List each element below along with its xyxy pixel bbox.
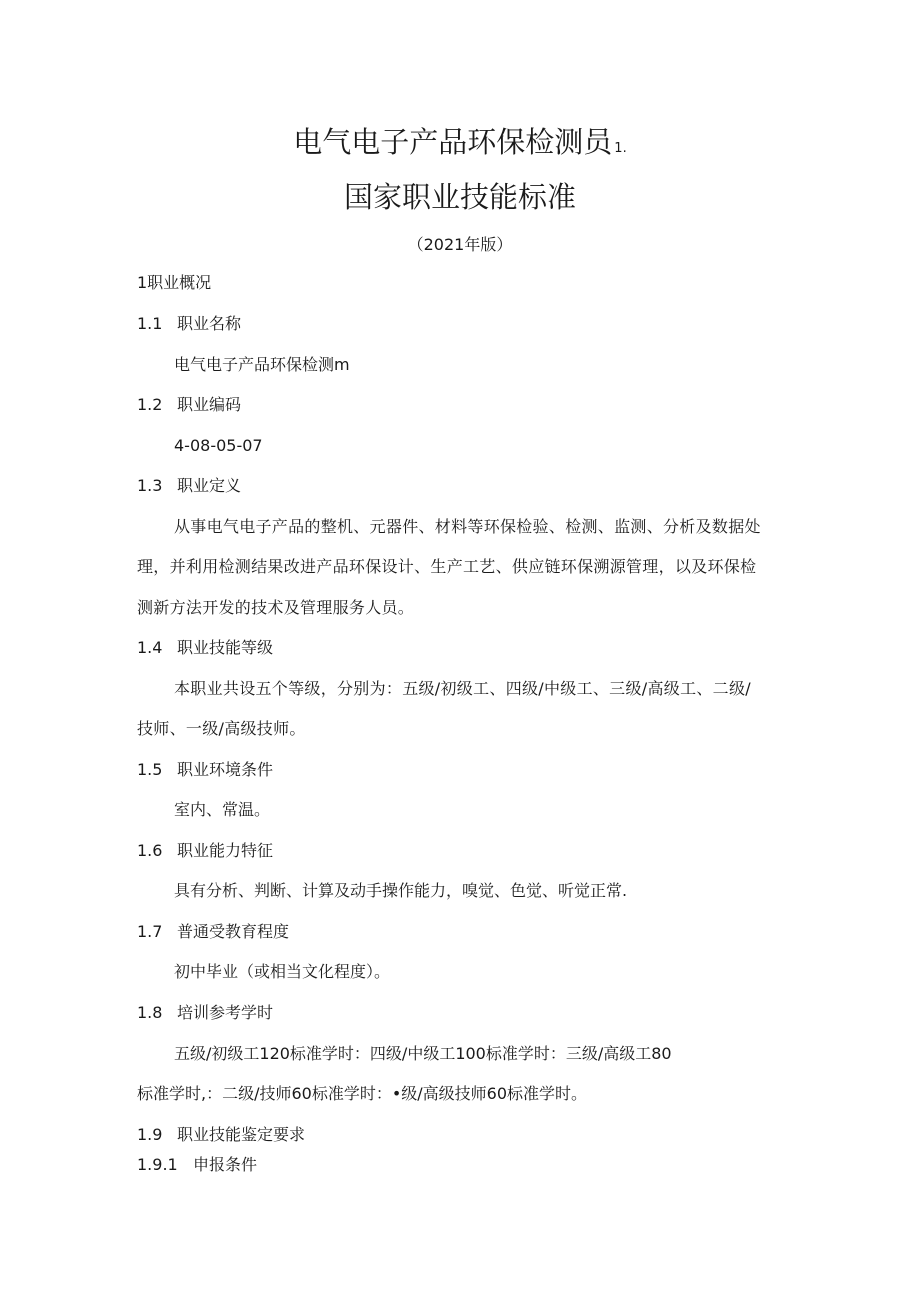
- item-label: 职业名称: [177, 314, 242, 333]
- item-heading-1-8: [137, 1003, 273, 1023]
- item-body-line: 4-08-05-07: [174, 436, 263, 455]
- item-heading-1-3: [137, 476, 241, 496]
- item-number: 1.2: [137, 395, 163, 414]
- title-main: 电气电子产品环保检测员: [293, 125, 613, 159]
- item-number: 1.3: [137, 476, 163, 495]
- item-label: 职业环境条件: [177, 760, 274, 779]
- edition-label: （2021年版）: [407, 235, 513, 254]
- document-title: [0, 120, 920, 161]
- item-label: 培训参考学时: [177, 1003, 274, 1022]
- item-heading-1-9: [137, 1125, 305, 1145]
- item-heading-1-6: [137, 841, 273, 861]
- item-body-line: 电气电子产品环保检测m: [174, 355, 350, 374]
- subitem-number: 1.9.1: [137, 1155, 178, 1174]
- item-body-line: 本职业共设五个等级，分别为：五级/初级工、四级/中级工、三级/高级工、二级/: [174, 679, 751, 698]
- item-body-line: 理，并利用检测结果改进产品环保设计、生产工艺、供应链环保溯源管理，以及环保检: [137, 557, 757, 576]
- item-heading-1-7: [137, 922, 289, 942]
- item-label: 普通受教育程度: [177, 922, 290, 941]
- item-body-line: 技师、一级/高级技师。: [137, 719, 306, 738]
- title-superscript: 1.: [614, 141, 627, 156]
- item-label: 职业定义: [177, 476, 242, 495]
- item-label: 职业能力特征: [177, 841, 274, 860]
- item-number: 1.8: [137, 1003, 163, 1022]
- item-body-line: 具有分析、判断、计算及动手操作能力，嗅觉、色觉、听觉正常.: [174, 881, 628, 900]
- item-label: 职业技能鉴定要求: [177, 1125, 306, 1144]
- document-subtitle: 国家职业技能标准: [343, 180, 576, 214]
- item-number: 1.7: [137, 922, 163, 941]
- subitem-heading-1-9-1: [137, 1155, 257, 1175]
- item-body-line: 室内、常温。: [174, 800, 271, 819]
- item-body-line: 五级/初级工120标准学时：四级/中级工100标准学时：三级/高级工80: [174, 1044, 672, 1063]
- subitem-label: 申报条件: [193, 1155, 258, 1174]
- item-heading-1-5: [137, 760, 273, 780]
- item-number: 1.9: [137, 1125, 163, 1144]
- item-body-line: 标准学时,：二级/技师60标准学时：•级/高级技师60标准学时。: [137, 1084, 588, 1103]
- item-body-line: 初中毕业（或相当文化程度）。: [174, 962, 391, 981]
- item-label: 职业技能等级: [177, 638, 274, 657]
- item-number: 1.5: [137, 760, 163, 779]
- item-heading-1-4: [137, 638, 273, 658]
- item-body-line: 从事电气电子产品的整机、元器件、材料等环保检验、检测、监测、分析及数据处: [174, 517, 761, 536]
- item-number: 1.4: [137, 638, 163, 657]
- item-number: 1.6: [137, 841, 163, 860]
- item-number: 1.1: [137, 314, 163, 333]
- item-heading-1-1: [137, 314, 241, 334]
- section-heading: 1职业概况: [137, 273, 212, 292]
- item-heading-1-2: [137, 395, 241, 415]
- item-body-line: 测新方法开发的技术及管理服务人员。: [137, 598, 415, 617]
- item-label: 职业编码: [177, 395, 242, 414]
